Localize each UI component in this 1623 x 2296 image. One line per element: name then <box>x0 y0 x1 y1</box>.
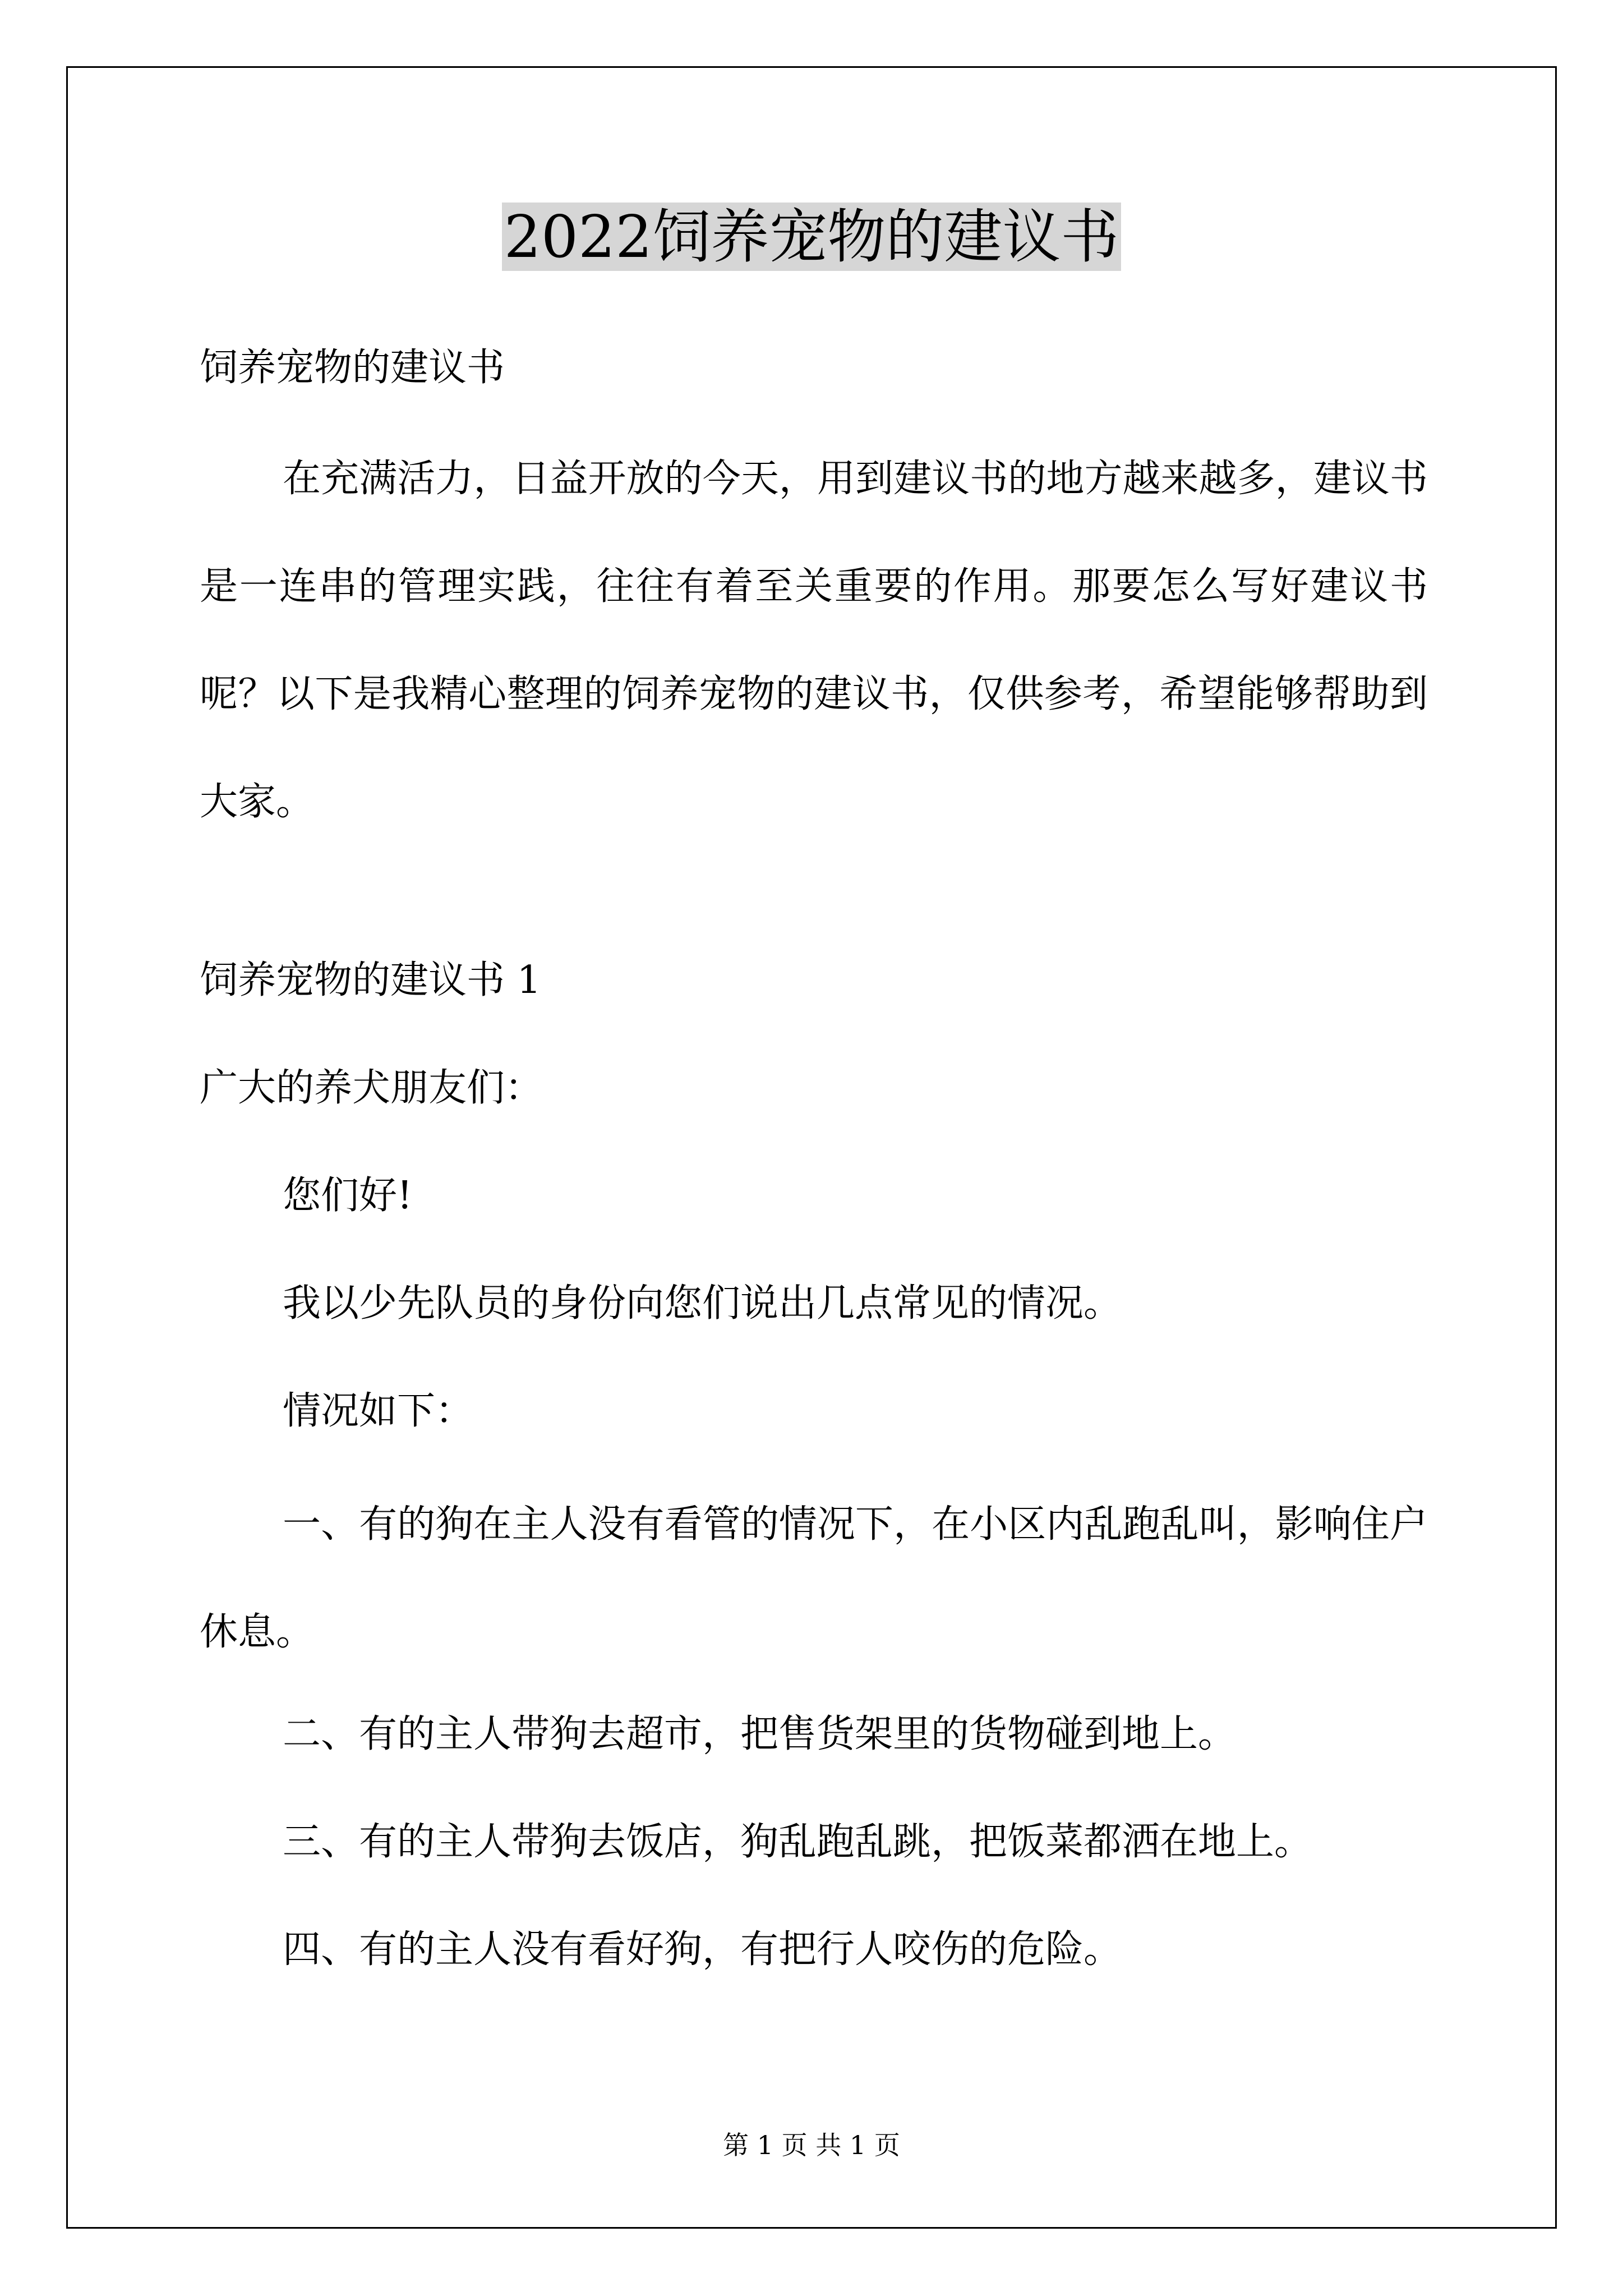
list-item: 四、有的主人没有看好狗，有把行人咬伤的危险。 <box>283 1927 1122 1972</box>
body-paragraph: 我以少先队员的身份向您们说出几点常见的情况。 <box>283 1281 1122 1326</box>
list-item: 二、有的主人带狗去超市，把售货架里的货物碰到地上。 <box>283 1712 1237 1756</box>
document-title: 2022饲养宠物的建议书 <box>0 197 1623 276</box>
list-item: 一、有的狗在主人没有看管的情况下，在小区内乱跑乱叫，影响住户休息。 <box>200 1502 1428 1654</box>
page-footer: 第 1 页 共 1 页 <box>723 2130 900 2160</box>
body-paragraph: 情况如下： <box>283 1389 474 1433</box>
subtitle: 饲养宠物的建议书 <box>200 346 505 390</box>
greeting: 您们好! <box>283 1174 413 1218</box>
section-heading: 饲养宠物的建议书 1 <box>200 958 541 1002</box>
intro-paragraph: 在充满活力，日益开放的今天，用到建议书的地方越来越多，建议书是一连串的管理实践，往往有着至关重要的作用。那要怎么写好建议书呢？以下是我精心整理的饲养宠物的建议书，仅供参考，希望能够帮助到大家。 <box>200 457 1428 824</box>
list-item: 三、有的主人带狗去饭店，狗乱跑乱跳，把饭菜都洒在地上。 <box>283 1820 1313 1864</box>
salutation: 广大的养犬朋友们： <box>200 1066 543 1110</box>
